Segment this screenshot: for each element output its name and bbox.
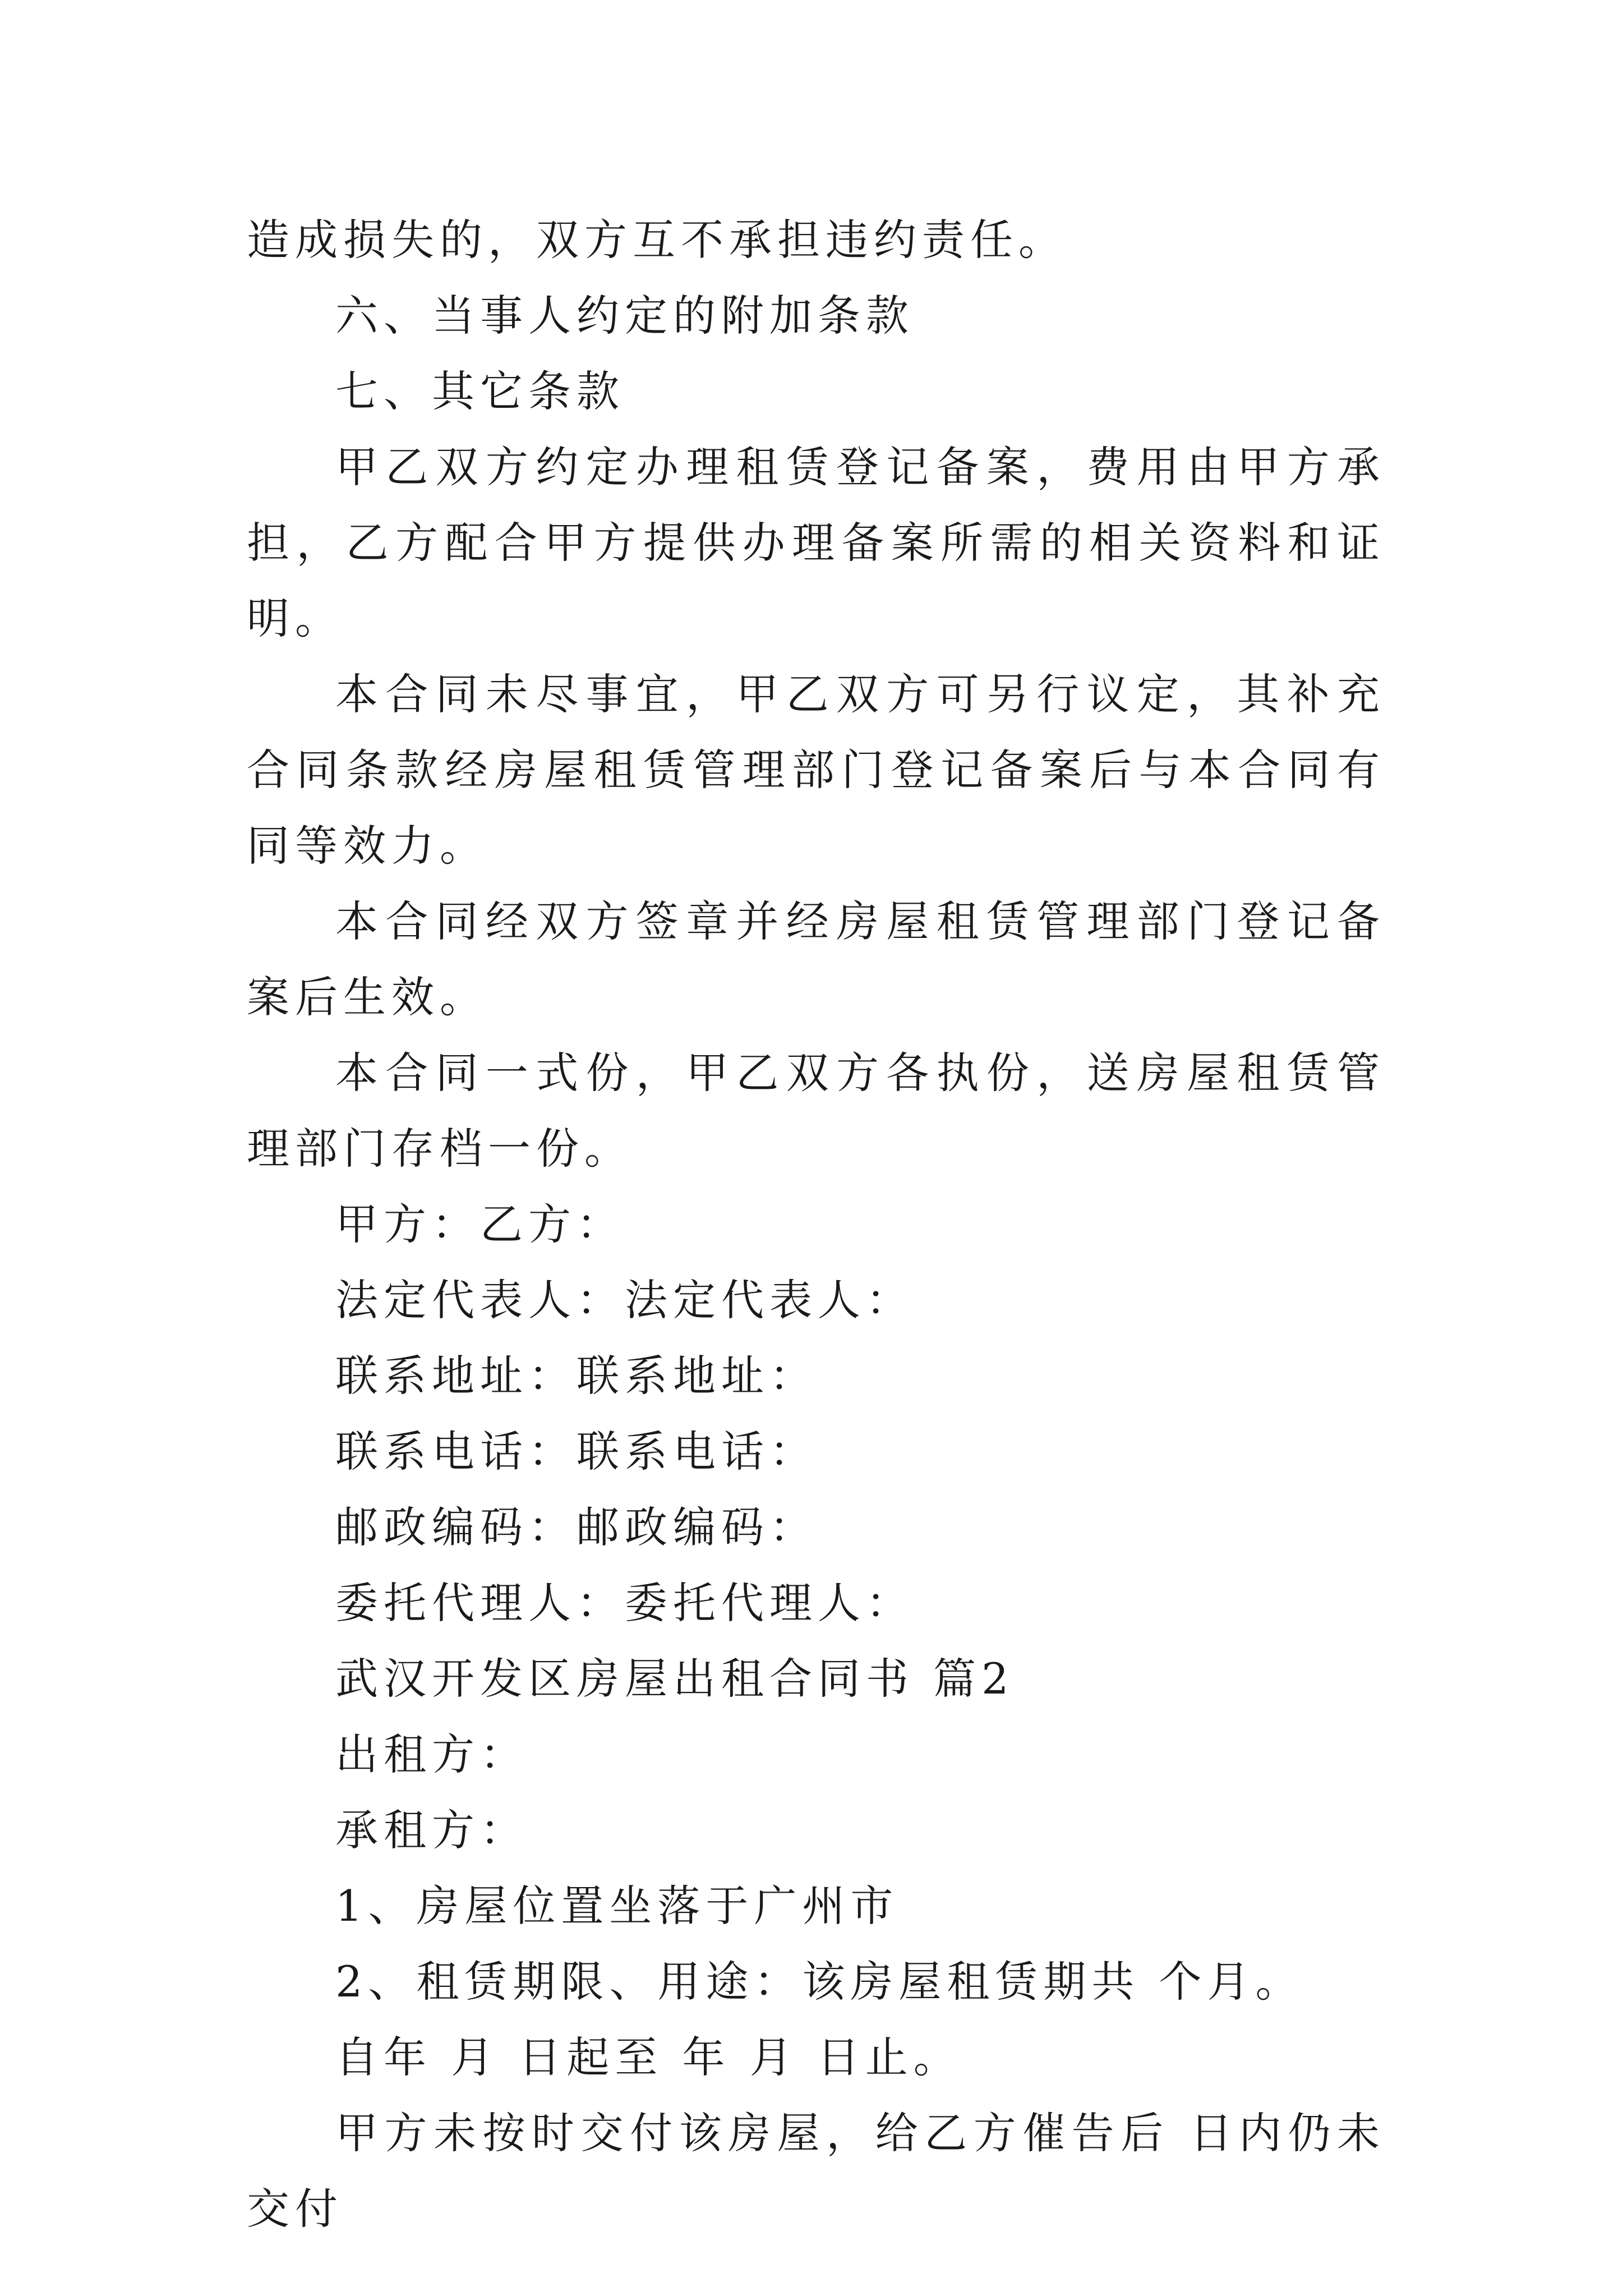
paragraph: 本合同一式份，甲乙双方各执份，送房屋租赁管理部门存档一份。 (247, 1048, 1385, 1174)
paragraph: 六、当事人约定的附加条款 (335, 291, 914, 341)
paragraph: 1、房屋位置坐落于广州市 (335, 1881, 899, 1931)
section-heading: 武汉开发区房屋出租合同书 篇2 (335, 1654, 1015, 1704)
paragraph: 承租方： (335, 1805, 528, 1855)
paragraph: 自年 月 日起至 年 月 日止。 (335, 2032, 962, 2082)
paragraph: 邮政编码：邮政编码： (335, 1502, 818, 1552)
paragraph: 委托代理人：委托代理人： (335, 1578, 914, 1628)
document-body (247, 202, 1385, 2247)
paragraph: 2、租赁期限、用途：该房屋租赁期共 个月。 (335, 1957, 1304, 2007)
paragraph: 七、其它条款 (335, 366, 625, 416)
paragraph: 法定代表人：法定代表人： (335, 1275, 914, 1325)
paragraph: 联系电话：联系电话： (335, 1427, 818, 1476)
paragraph: 本合同未尽事宜，甲乙双方可另行议定，其补充合同条款经房屋租赁管理部门登记备案后与本合同有同等效力。 (247, 669, 1385, 871)
paragraph: 联系地址：联系地址： (335, 1351, 818, 1401)
paragraph: 甲方未按时交付该房屋，给乙方催告后 日内仍未交付 (247, 2108, 1385, 2234)
paragraph: 本合同经双方签章并经房屋租赁管理部门登记备案后生效。 (247, 896, 1385, 1022)
paragraph: 甲方：乙方： (335, 1199, 625, 1249)
paragraph: 造成损失的，双方互不承担违约责任。 (247, 215, 1067, 265)
paragraph: 出租方： (335, 1729, 528, 1779)
paragraph: 甲乙双方约定办理租赁登记备案，费用由甲方承担，乙方配合甲方提供办理备案所需的相关资料和证明。 (247, 442, 1385, 643)
